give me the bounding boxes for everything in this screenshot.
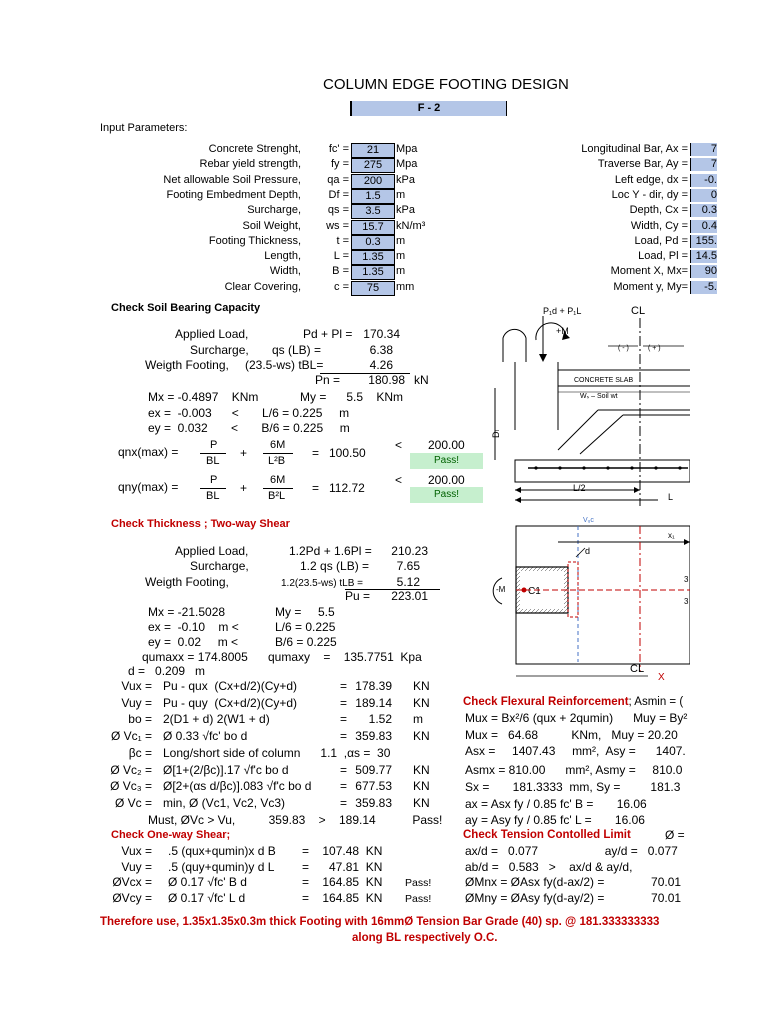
- soil-pn-val: 180.98: [368, 373, 405, 387]
- l-label: L: [668, 492, 674, 502]
- shear-row-symbol: Ø Vc₃ =: [110, 779, 152, 794]
- input-symbol: fc' =: [328, 143, 349, 155]
- input-unit: mm: [396, 280, 415, 293]
- input-value-cell: 3.5: [351, 204, 395, 219]
- input-label: Width,: [269, 265, 301, 278]
- thick-weight-expr: 1.2(23.5-ws) tLB =: [281, 578, 363, 589]
- input-value-cell: 1.35: [351, 250, 395, 265]
- flex-header-tail: ; Asmin = (: [628, 696, 684, 708]
- qnx-p: P: [210, 439, 218, 451]
- shear-row-eq: =: [340, 729, 348, 744]
- page-title: COLUMN EDGE FOOTING DESIGN: [323, 76, 569, 93]
- flex-line: Sx = 181.3333 mm, Sy = 181.3: [465, 780, 681, 794]
- shear-row-formula: min, Ø (Vc1, Vc2, Vc3): [163, 795, 286, 810]
- df-label: Dₗ: [491, 430, 501, 438]
- shear-row-eq: =: [340, 762, 348, 777]
- input-symbol: L =: [333, 250, 349, 263]
- shear-row-symbol: Ø Vc₁ =: [110, 729, 152, 744]
- shear-row-unit: KN: [413, 679, 430, 693]
- shear-row-unit: m: [413, 712, 423, 727]
- tension-header: Check Tension Contolled Limit: [463, 829, 631, 841]
- shear-row-formula: Ø[2+(αs d/βc)].083 √f'c bo d: [163, 779, 312, 794]
- conclusion-line-2: along BL respectively O.C.: [352, 932, 498, 944]
- input-value-cell: 1.35: [351, 265, 395, 280]
- oneway-row-value: = 107.48 KN: [302, 844, 383, 858]
- shear-row-value: 1.52: [368, 712, 392, 727]
- qny-pass-badge: Pass!: [410, 487, 483, 503]
- input-symbol: fy =: [330, 158, 349, 171]
- input-symbol: qs =: [327, 204, 349, 217]
- thick-ex: ex = -0.10 m <: [148, 620, 239, 634]
- thick-applied-expr: 1.2Pd + 1.6Pl =: [289, 544, 372, 558]
- flex-line: ay = Asy fy / 0.85 fc' L = 16.06: [465, 813, 645, 827]
- qny-plus: +: [240, 481, 248, 495]
- input-label: Soil Weight,: [242, 219, 301, 232]
- input-unit: Mpa: [396, 143, 418, 155]
- x-axis-label: X: [658, 672, 665, 683]
- must-check: Must, ØVc > Vu, 359.83 > 189.14 Pass!: [148, 813, 443, 827]
- thick-weight-val: 5.12: [396, 575, 420, 589]
- input-label: Length,: [264, 250, 301, 263]
- thick-qumaxx: qumaxx = 174.8005: [142, 650, 248, 664]
- input-right-label: Width, Cy =: [630, 219, 688, 232]
- input-right-value-cell: 14.5: [690, 250, 717, 263]
- input-unit: m: [396, 250, 406, 263]
- qny-allow: 200.00: [428, 473, 465, 487]
- shear-row-unit: KN: [413, 729, 430, 744]
- shear-row-symbol: βc =: [128, 745, 152, 760]
- shear-row-symbol: Vuy =: [121, 695, 152, 710]
- input-right-value-cell: 155.: [690, 235, 717, 248]
- input-right-label: Moment y, My=: [613, 280, 688, 293]
- pos-label: ( + ): [648, 345, 661, 352]
- shear-row-value: 677.53: [355, 779, 392, 794]
- oneway-row-formula: Ø 0.17 √fc' B d: [168, 875, 247, 889]
- thick-header: Check Thickness ; Two-way Shear: [111, 518, 290, 530]
- c1-label: C1: [528, 586, 541, 597]
- input-right-label: Traverse Bar, Ay =: [597, 158, 688, 171]
- frac-line: [263, 453, 293, 454]
- footing-id: F - 2: [350, 101, 507, 116]
- input-right-value-cell: 0.4: [690, 220, 717, 233]
- shear-row-value: 509.77: [355, 762, 392, 777]
- flex-line: Asx = 1407.43 mm², Asy = 1407.: [465, 744, 686, 758]
- input-value-cell: 0.3: [351, 235, 395, 250]
- oneway-row-symbol: Vuy =: [121, 859, 152, 874]
- input-label: Net allowable Soil Pressure,: [163, 173, 301, 186]
- soil-weight-expr: (23.5-ws) tBL=: [245, 358, 324, 372]
- shear-row-formula: Ø 0.33 √fc' bo d: [163, 729, 248, 744]
- input-symbol: ws =: [326, 219, 349, 232]
- conclusion-line-1: Therefore use, 1.35x1.35x0.3m thick Footing with 16mmØ Tension Bar Grade (40) sp. @ 181.333333333: [100, 916, 660, 928]
- shear-row-symbol: Ø Vc =: [114, 795, 152, 810]
- input-right-label: Loc Y - dir, dy =: [611, 188, 688, 201]
- shear-row-symbol: Vux =: [121, 679, 152, 693]
- l2-label: L/2: [573, 483, 586, 493]
- qnx-l2b: L²B: [268, 455, 286, 467]
- soil-ey: ey = 0.032 < B/6 = 0.225 m: [148, 421, 350, 435]
- qnx-value: = 100.50: [312, 446, 366, 460]
- soil-header: Check Soil Bearing Capacity: [111, 302, 261, 314]
- shear-row-symbol: Ø Vc₂ =: [110, 762, 152, 777]
- qnx-lt: <: [395, 438, 403, 452]
- shear-row-unit: KN: [413, 795, 430, 810]
- qny-b2l: B²L: [268, 490, 286, 502]
- qnx-allow: 200.00: [428, 438, 465, 452]
- qnx-pass-badge: Pass!: [410, 453, 483, 469]
- cl-label: CL: [631, 305, 646, 317]
- shear-row-unit: KN: [413, 762, 430, 777]
- oneway-row-symbol: ØVcx =: [112, 875, 152, 889]
- load-label: P₁d + P₁L: [543, 306, 582, 316]
- thick-l6: L/6 = 0.225: [275, 620, 336, 634]
- input-right-value-cell: -5.: [690, 281, 717, 294]
- thick-surcharge-label: Surcharge,: [190, 559, 249, 573]
- shear-row-value: 359.83: [355, 795, 392, 810]
- input-right-label: Load, Pd =: [634, 234, 688, 247]
- shear-row-formula: Pu - qux (Cx+d/2)(Cy+d): [163, 679, 298, 693]
- shear-row-formula: Long/short side of column 1.1 ,αs = 30: [163, 745, 391, 760]
- qny-bl: BL: [206, 490, 220, 502]
- thick-surcharge-expr: 1.2 qs (LB) =: [300, 559, 370, 573]
- soil-mx: Mx = -0.4897 KNm: [148, 390, 259, 404]
- qny-6m: 6M: [270, 474, 286, 486]
- marker-top: 3: [684, 575, 689, 584]
- input-unit: kPa: [396, 204, 415, 217]
- thick-weight-label: Weigth Footing,: [145, 575, 229, 589]
- input-unit: m: [396, 265, 406, 278]
- tension-phi: Ø =: [665, 828, 685, 842]
- m-label: -M: [496, 585, 506, 594]
- footing-section-diagram: [488, 300, 690, 512]
- input-right-label: Moment X, Mx=: [610, 265, 688, 278]
- input-symbol: qa =: [327, 173, 349, 186]
- thick-qumaxy: qumaxy = 135.7751 Kpa: [268, 650, 422, 664]
- qny-lt: <: [395, 473, 403, 487]
- input-value-cell: 275: [351, 158, 395, 173]
- shear-row-formula: 2(D1 + d) 2(W1 + d): [163, 712, 270, 727]
- oneway-row-formula: Ø 0.17 √fc' L d: [168, 890, 246, 905]
- input-value-cell: 75: [351, 281, 395, 296]
- thick-pu-val: 223.01: [391, 589, 428, 603]
- input-unit: m: [396, 234, 406, 247]
- input-symbol: t =: [336, 234, 349, 247]
- oneway-row-formula: .5 (qux+qumin)x d B: [168, 844, 276, 858]
- shear-row-formula: Pu - quy (Cx+d/2)(Cy+d): [163, 695, 298, 710]
- thick-mx: Mx = -21.5028: [148, 605, 226, 619]
- soil-applied-expr: Pd + Pl =: [303, 327, 353, 341]
- qny-value: = 112.72: [312, 481, 365, 495]
- input-symbol: Df =: [328, 188, 349, 201]
- shear-row-formula: Ø[1+(2/βc)].17 √f'c bo d: [163, 762, 289, 777]
- input-unit: m: [396, 188, 406, 201]
- oneway-row-pass: Pass!: [405, 892, 432, 905]
- input-right-value-cell: 7: [690, 143, 717, 156]
- input-label: Concrete Strenght,: [208, 143, 301, 155]
- thick-surcharge-val: 7.65: [396, 559, 420, 573]
- input-right-label: Depth, Cx =: [629, 204, 688, 217]
- soil-wt-label: Wₛ – Soil wt: [580, 393, 618, 400]
- shear-row-eq: =: [340, 779, 348, 794]
- thick-ey: ey = 0.02 m <: [148, 635, 239, 649]
- input-right-value-cell: 0: [690, 189, 717, 202]
- input-label: Footing Embedment Depth,: [166, 188, 301, 201]
- flex-header: Check Flexural Reinforcement: [463, 696, 629, 708]
- shear-row-value: 359.83: [355, 729, 392, 744]
- soil-applied-val: 170.34: [363, 327, 400, 341]
- input-header: Input Parameters:: [100, 122, 188, 134]
- oneway-row-pass: Pass!: [405, 877, 432, 889]
- footing-plan-diagram: [488, 512, 690, 684]
- tension-line: ax/d = 0.077 ay/d = 0.077: [465, 844, 678, 858]
- input-right-value-cell: 90: [690, 265, 717, 278]
- input-label: Footing Thickness,: [208, 234, 301, 247]
- qnx-plus: +: [240, 446, 248, 460]
- frac-line: [200, 488, 226, 489]
- input-unit: Mpa: [396, 158, 418, 171]
- flex-line: Asmx = 810.00 mm², Asmy = 810.0: [465, 763, 683, 777]
- input-right-label: Longitudinal Bar, Ax =: [581, 143, 688, 155]
- input-symbol: B =: [332, 265, 349, 278]
- thick-d: d = 0.209 m: [128, 664, 206, 678]
- shear-row-eq: =: [340, 679, 348, 693]
- flex-header-wrap: [463, 696, 683, 709]
- input-right-value-cell: 7: [690, 158, 717, 171]
- soil-weight-val: 4.26: [369, 358, 393, 372]
- marker-bottom: 3: [684, 597, 689, 606]
- flex-line: Mux = Bx²/6 (qux + 2qumin) Muy = By²: [465, 711, 688, 725]
- frac-line: [200, 453, 226, 454]
- frac-line: [263, 488, 293, 489]
- soil-pn-unit: kN: [414, 373, 429, 387]
- soil-weight-label: Weigth Footing,: [145, 358, 229, 372]
- thick-applied-label: Applied Load,: [175, 544, 249, 558]
- neg-label: ( - ): [618, 345, 629, 352]
- tension-line: ab/d = 0.583 > ax/d & ay/d,: [465, 859, 633, 874]
- oneway-row-value: = 47.81 KN: [302, 859, 383, 874]
- vuc-label: Vᵤc: [583, 517, 594, 524]
- qnx-6m: 6M: [270, 439, 286, 451]
- soil-ex: ex = -0.003 < L/6 = 0.225 m: [148, 406, 350, 420]
- thick-b6: B/6 = 0.225: [275, 635, 337, 649]
- input-value-cell: 15.7: [351, 220, 395, 235]
- thick-pu-expr: Pu =: [345, 589, 371, 603]
- input-right-label: Load, Pl =: [638, 250, 688, 263]
- oneway-row-symbol: Vux =: [121, 844, 152, 858]
- shear-row-unit: KN: [413, 779, 430, 794]
- input-value-cell: 21: [351, 143, 395, 158]
- flex-line: ax = Asx fy / 0.85 fc' B = 16.06: [465, 797, 647, 811]
- oneway-row-symbol: ØVcy =: [112, 890, 152, 905]
- oneway-row-formula: .5 (quy+qumin)y d L: [168, 859, 275, 874]
- input-unit: kPa: [396, 173, 415, 186]
- flex-line: Mux = 64.68 KNm, Muy = 20.20: [465, 728, 678, 742]
- oneway-row-value: = 164.85 KN: [302, 875, 383, 889]
- soil-surcharge-val: 6.38: [369, 343, 393, 357]
- input-value-cell: 200: [351, 174, 395, 189]
- cl2-label: CL: [630, 663, 645, 675]
- shear-row-value: 178.39: [355, 679, 392, 693]
- qny-label: qny(max) =: [118, 480, 179, 494]
- input-unit: kN/m³: [396, 219, 426, 232]
- input-label: Rebar yield strength,: [199, 158, 301, 171]
- thick-applied-val: 210.23: [391, 544, 428, 558]
- tension-line: ØMny = ØAsy fy(d-ay/2) = 70.01: [465, 890, 682, 905]
- soil-surcharge-expr: qs (LB) =: [272, 343, 322, 357]
- qnx-bl: BL: [206, 455, 220, 467]
- input-right-value-cell: -0.: [690, 174, 717, 187]
- input-label: Clear Covering,: [224, 280, 301, 293]
- input-label: Surcharge,: [247, 204, 301, 217]
- shear-row-eq: =: [340, 712, 348, 727]
- oneway-row-value: = 164.85 KN: [302, 890, 383, 905]
- shear-row-value: 189.14: [355, 695, 392, 710]
- shear-row-eq: =: [340, 695, 348, 710]
- oneway-header: Check One-way Shear;: [111, 829, 231, 841]
- soil-applied-label: Applied Load,: [175, 327, 249, 341]
- d-label: d: [585, 546, 591, 556]
- input-symbol: c =: [334, 280, 349, 293]
- input-value-cell: 1.5: [351, 189, 395, 204]
- input-right-label: Left edge, dx =: [614, 173, 688, 186]
- shear-row-symbol: bo =: [128, 712, 152, 727]
- input-right-value-cell: 0.3: [690, 204, 717, 217]
- thick-my: My = 5.5: [275, 605, 335, 619]
- moment-label: +M: [556, 326, 569, 336]
- slab-label: CONCRETE SLAB: [574, 377, 634, 384]
- soil-pn-expr: Pn =: [315, 373, 341, 387]
- soil-surcharge-label: Surcharge,: [190, 343, 249, 357]
- qnx-label: qnx(max) =: [118, 445, 179, 459]
- shear-row-eq: =: [340, 795, 348, 810]
- qny-p: P: [210, 474, 218, 486]
- x1-label: x₁: [668, 531, 675, 540]
- shear-row-unit: KN: [413, 695, 430, 710]
- tension-line: ØMnx = ØAsx fy(d-ax/2) = 70.01: [465, 875, 682, 889]
- soil-my: My = 5.5 KNm: [300, 390, 404, 404]
